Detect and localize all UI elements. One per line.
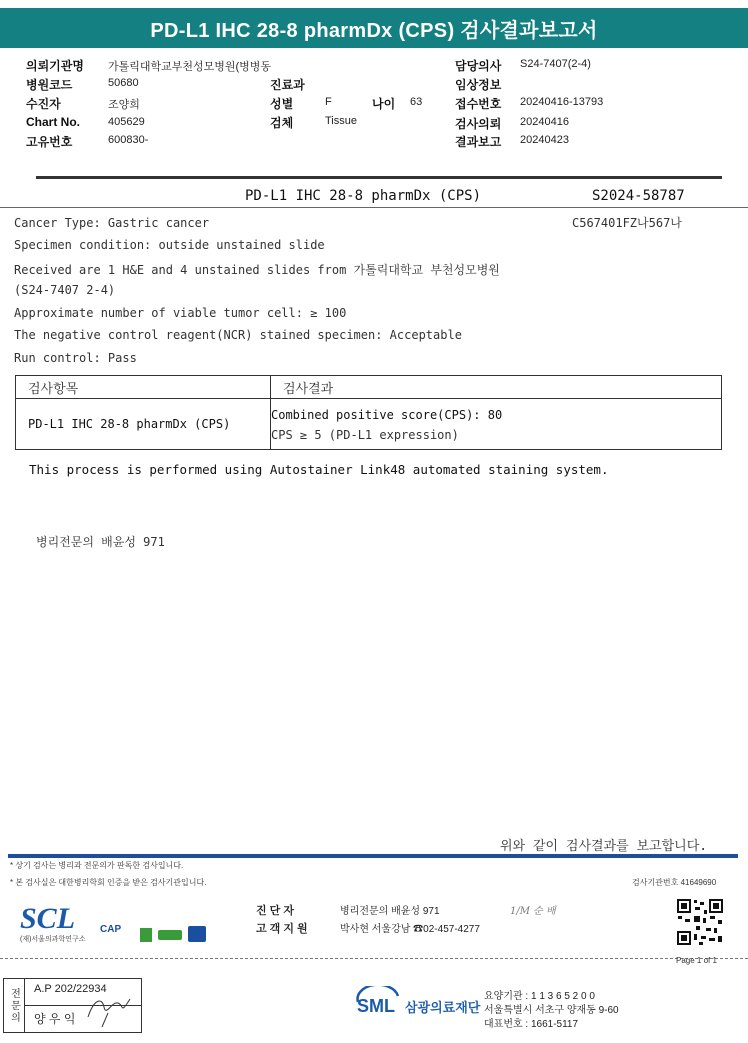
signature-icon (84, 993, 134, 1029)
table-row (16, 399, 722, 450)
report-line: Received are 1 H&E and 4 unstained slides from 가톨릭대학교 부천성모병원 (14, 263, 500, 277)
hospital-code-value: 50680 (108, 77, 139, 89)
report-line: Approximate number of viable tumor cell: ≥ 100 (14, 306, 347, 320)
stamp-license: A.P 202/22934 (34, 983, 107, 995)
specialist-stamp (3, 978, 142, 1033)
doctor-value: S24-7407(2-4) (520, 58, 591, 70)
specimen-label: 검체 (270, 116, 294, 130)
doctor-label: 담당의사 (455, 59, 502, 73)
age-label: 나이 (372, 97, 396, 111)
request-label: 검사의뢰 (455, 117, 502, 131)
hospital-code-label: 병원코드 (26, 78, 73, 92)
org-phone: 대표번호 : 1661-5117 (484, 1019, 579, 1030)
recipient-value: 조양희 (108, 99, 140, 111)
test-item: PD-L1 IHC 28-8 pharmDx (CPS) (16, 399, 271, 450)
stamp-name: 양 우 익 (34, 1012, 76, 1026)
handwritten-signature: 1/M 순 배 (510, 906, 556, 917)
seal-icon (188, 926, 206, 942)
cps-score: Combined positive score(CPS): 80 (271, 408, 503, 422)
clinical-label: 임상정보 (455, 78, 502, 92)
age-value: 63 (410, 96, 423, 108)
report-line: Cancer Type: Gastric cancer (14, 216, 210, 230)
sex-label: 성별 (270, 97, 294, 111)
page-divider (0, 958, 748, 960)
contact-label: 고 객 지 원 (256, 923, 308, 935)
chart-value: 405629 (108, 116, 145, 128)
report-title: PD-L1 IHC 28-8 pharmDx (CPS) (245, 188, 482, 204)
scl-logo-sub: (재)서울의과학연구소 (20, 936, 86, 943)
qr-code-icon (676, 898, 724, 946)
table-header-row (16, 376, 722, 399)
contact-value: 박사현 서울강남 ☎02-457-4277 (340, 924, 480, 935)
report-date-label: 결과보고 (455, 135, 502, 149)
header-item: 검사항목 (16, 376, 271, 399)
sml-logo (355, 986, 401, 1022)
report-line: Run control: Pass (14, 351, 137, 365)
pathologist: 병리전문의 배윤성 971 (36, 535, 165, 549)
receipt-label: 접수번호 (455, 97, 502, 111)
section-divider-top (36, 176, 722, 179)
test-result-cell (271, 399, 722, 450)
request-value: 20240416 (520, 116, 569, 128)
kolas-icon (158, 930, 182, 940)
unique-value: 600830- (108, 134, 149, 146)
closing-statement: 위와 같이 검사결과를 보고합니다. (500, 839, 708, 854)
org-code: 요양기관 : 1 1 3 6 5 2 0 0 (484, 991, 595, 1002)
org-address: 서울특별시 서초구 양재동 9-60 (484, 1005, 619, 1016)
diagnosis-label: 진 단 자 (256, 905, 294, 917)
dept-label: 진료과 (270, 78, 305, 92)
footer-note-2: * 본 검사실은 대한병리학회 인증을 받은 검사기관입니다. (10, 878, 207, 887)
institution-value: 가톨릭대학교부천성모병원(병병동 (108, 61, 272, 73)
institution-label: 의뢰기관명 (26, 59, 84, 73)
diagnosis-value: 병리전문의 배윤성 971 (340, 906, 440, 917)
chart-label: Chart No. (26, 115, 80, 129)
footer-note-1: * 상기 검사는 병리과 전문의가 판독한 검사입니다. (10, 861, 184, 870)
report-code: C567401FZ나567나 (572, 216, 682, 230)
scl-logo (20, 904, 90, 944)
report-date-value: 20240423 (520, 134, 569, 146)
recipient-label: 수진자 (26, 97, 61, 111)
report-line: Specimen condition: outside unstained slide (14, 238, 325, 252)
agency-number: 검사기관번호 41649690 (632, 878, 717, 887)
report-number: S2024-58787 (592, 188, 685, 204)
footer-blue-bar (8, 854, 738, 858)
specimen-value: Tissue (325, 115, 357, 127)
results-table (15, 375, 722, 450)
report-line: (S24-7407 2-4) (14, 283, 116, 297)
process-note: This process is performed using Autostainer Link48 automated staining system. (29, 462, 609, 477)
foundation-name: 삼광의료재단 (405, 1000, 481, 1015)
report-line: The negative control reagent(NCR) stained specimen: Acceptable (14, 328, 462, 342)
accreditation-logos (100, 922, 210, 948)
report-title-banner: PD-L1 IHC 28-8 pharmDx (CPS) 검사결과보고서 (0, 8, 748, 48)
cert-icon (140, 928, 152, 942)
cap-logo: CAP (100, 924, 122, 935)
header-result: 검사결과 (271, 376, 722, 399)
scl-logo-text: SCL (20, 902, 76, 935)
report-title-underline (0, 207, 748, 208)
sml-logo-text: SML (357, 996, 395, 1016)
unique-label: 고유번호 (26, 135, 73, 149)
stamp-label: 전문의 (4, 979, 25, 1032)
cps-expression: CPS ≥ 5 (PD-L1 expression) (271, 428, 459, 442)
receipt-value: 20240416-13793 (520, 96, 604, 108)
sex-value: F (325, 96, 332, 108)
page-fragment: Page 1 of 1 (676, 956, 717, 965)
